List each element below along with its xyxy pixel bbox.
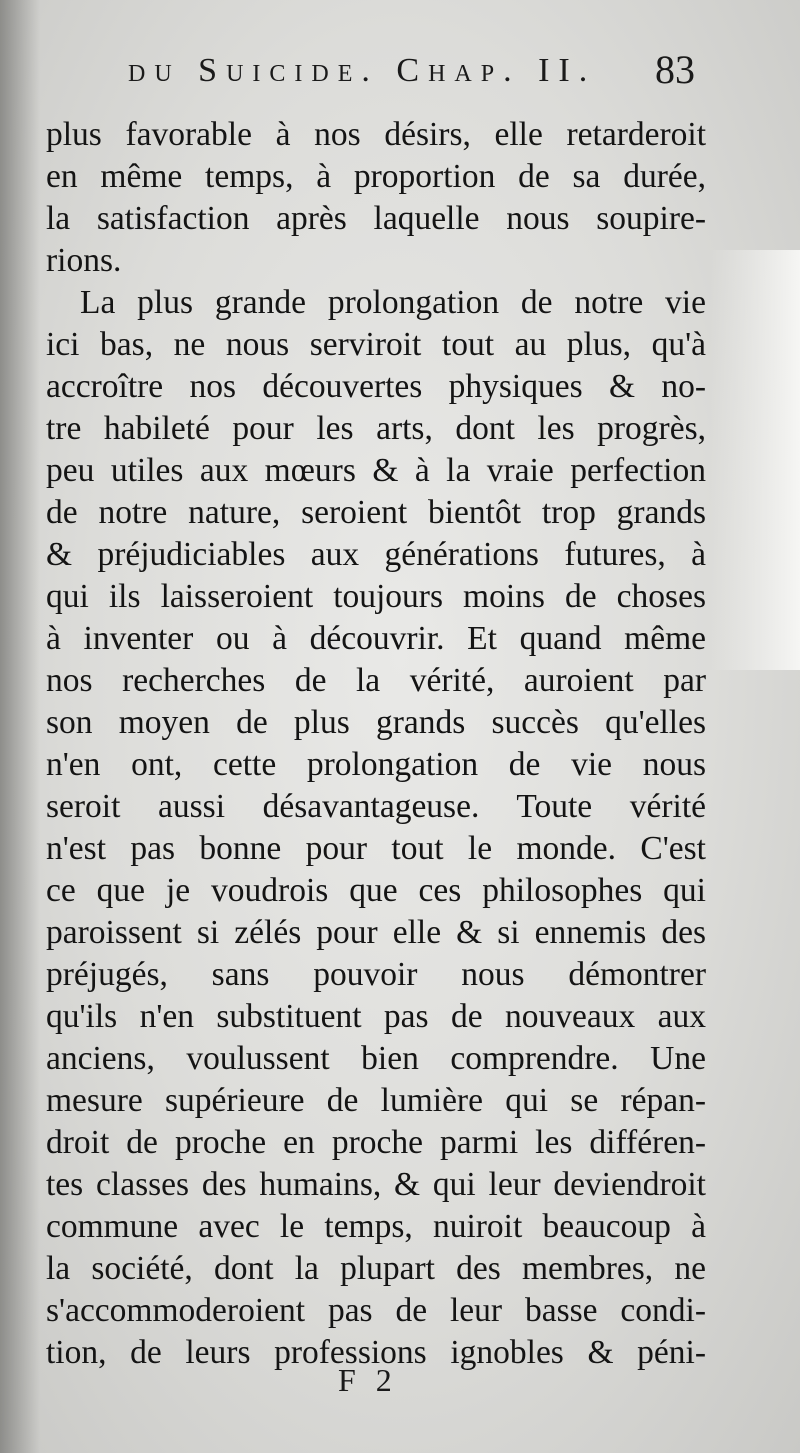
text-line: commune avec le temps, nuiroit beaucoup à xyxy=(46,1208,706,1245)
text-line: seroit aussi désavantageuse. Toute vérité xyxy=(46,788,706,825)
text-line: accroître nos découvertes physiques & no- xyxy=(46,368,706,405)
text-line: qu'ils n'en substituent pas de nouveaux aux xyxy=(46,998,706,1035)
text-line: qui ils laisseroient toujours moins de choses xyxy=(46,578,706,615)
text-line: la satisfaction après laquelle nous soupire- xyxy=(46,200,706,237)
text-line: à inventer ou à découvrir. Et quand même xyxy=(46,620,706,657)
text-line: la société, dont la plupart des membres, ne xyxy=(46,1250,706,1287)
signature-mark: F 2 xyxy=(338,1362,398,1398)
text-line: tion, de leurs professions ignobles & péni- xyxy=(46,1334,706,1371)
text-line: préjugés, sans pouvoir nous démontrer xyxy=(46,956,706,993)
text-line: de notre nature, seroient bientôt trop grands xyxy=(46,494,706,531)
text-line: nos recherches de la vérité, auroient par xyxy=(46,662,706,699)
text-line: ce que je voudrois que ces philosophes qui xyxy=(46,872,706,909)
text-line: anciens, voulussent bien comprendre. Une xyxy=(46,1040,706,1077)
text-line: n'en ont, cette prolongation de vie nous xyxy=(46,746,706,783)
text-line: tre habileté pour les arts, dont les progrès, xyxy=(46,410,706,447)
text-line: son moyen de plus grands succès qu'elles xyxy=(46,704,706,741)
text-line: ici bas, ne nous serviroit tout au plus, qu'à xyxy=(46,326,706,363)
text-line: n'est pas bonne pour tout le monde. C'est xyxy=(46,830,706,867)
text-line: tes classes des humains, & qui leur deviendroit xyxy=(46,1166,706,1203)
text-line: droit de proche en proche parmi les différen- xyxy=(46,1124,706,1161)
text-line: paroissent si zélés pour elle & si ennemis des xyxy=(46,914,706,951)
text-line: rions. xyxy=(46,242,122,279)
paragraph-start-line: La plus grande prolongation de notre vie xyxy=(80,284,706,321)
page-number: 83 xyxy=(655,47,695,92)
running-title: du Suicide. Chap. II. xyxy=(128,52,597,89)
text-line: & préjudiciables aux générations futures, à xyxy=(46,536,706,573)
text-line: peu utiles aux mœurs & à la vraie perfection xyxy=(46,452,706,489)
text-line: mesure supérieure de lumière qui se répan- xyxy=(46,1082,706,1119)
text-line: s'accommoderoient pas de leur basse condi- xyxy=(46,1292,706,1329)
text-line: en même temps, à proportion de sa durée, xyxy=(46,158,706,195)
text-line: plus favorable à nos désirs, elle retarderoit xyxy=(46,116,706,153)
